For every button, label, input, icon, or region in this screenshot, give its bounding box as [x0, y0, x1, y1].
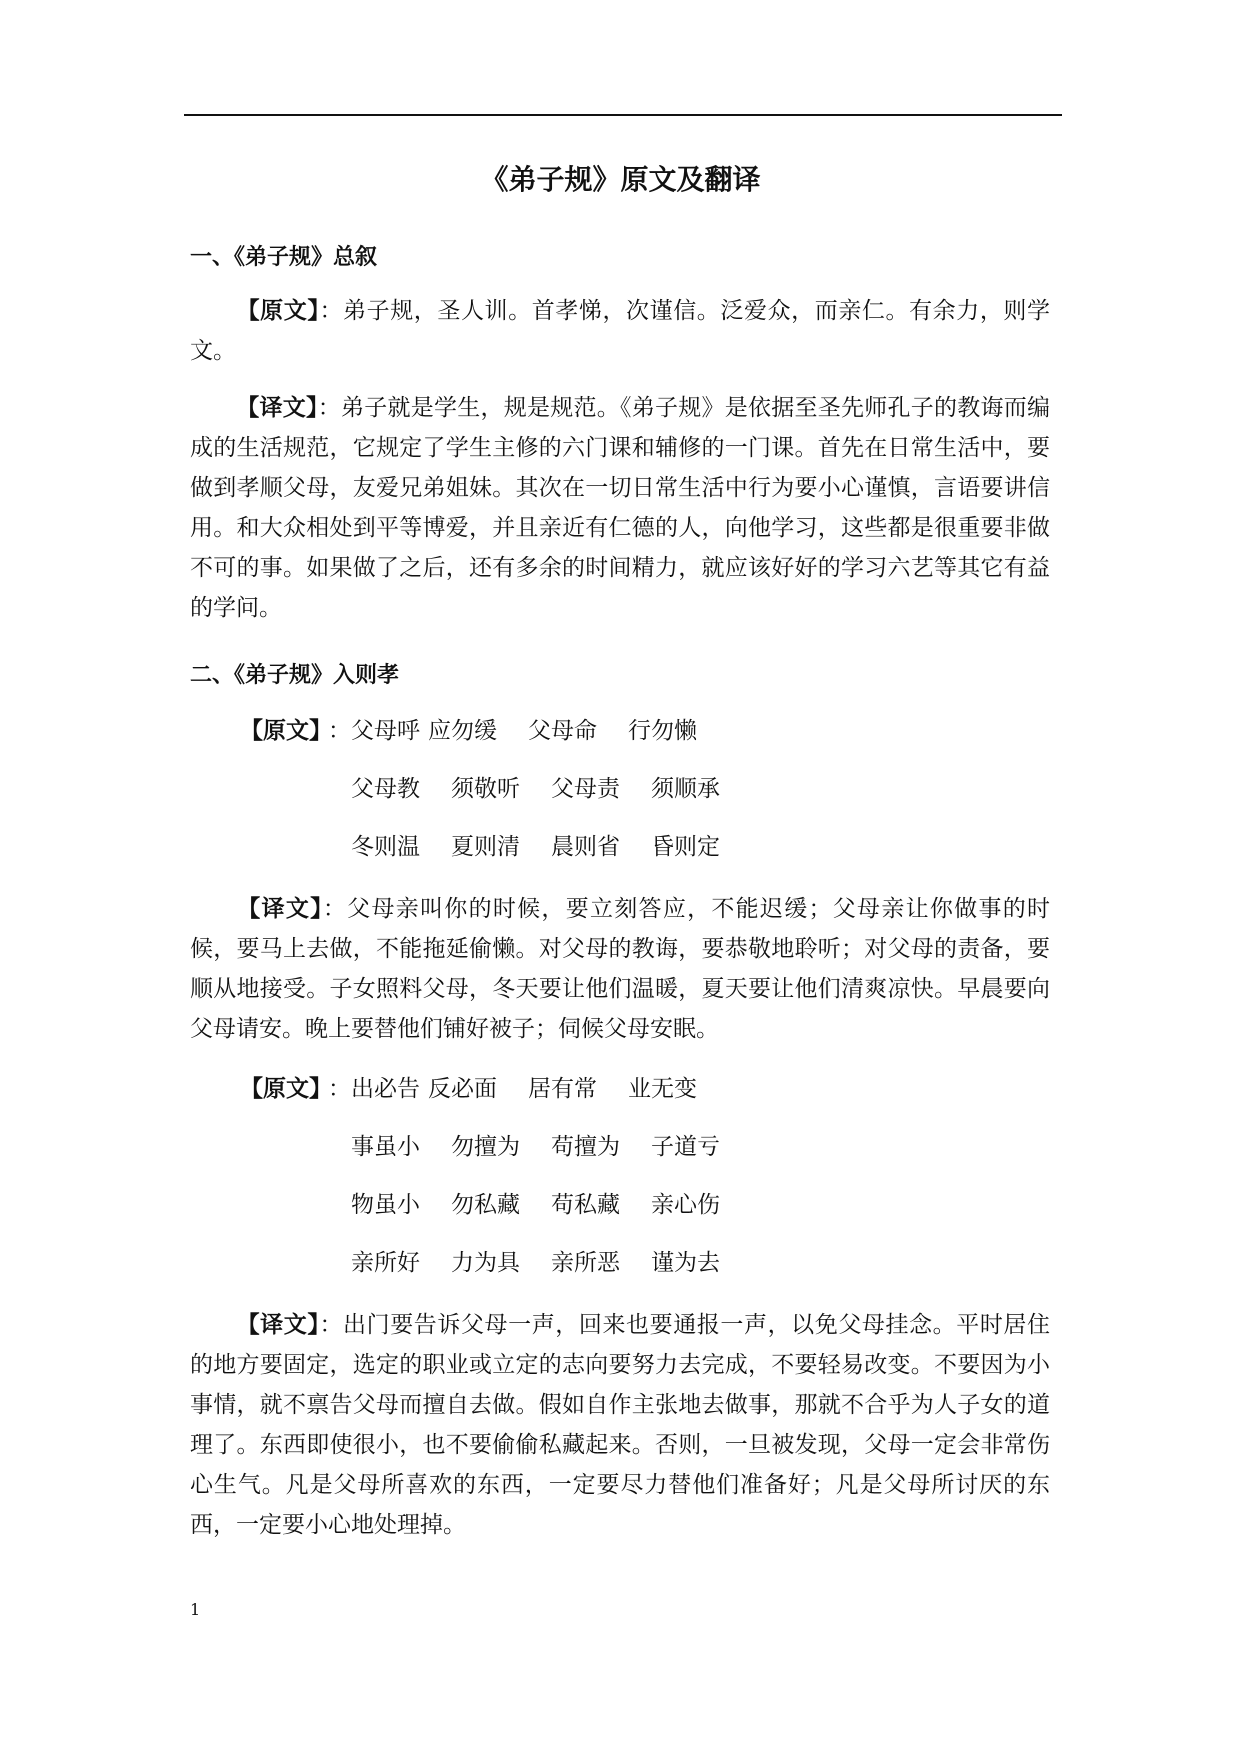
verse-phrase: 应勿缓 — [428, 718, 497, 744]
section-heading-2: 二、《弟子规》入则孝 — [190, 663, 400, 688]
header-rule — [184, 114, 1062, 116]
verse-line — [328, 1069, 728, 1109]
translation-text: ：父母亲叫你的时候，要立刻答应，不能迟缓；父母亲让你做事的时候，要马上去做，不能拖延偷懒。对父母的教诲，要恭敬地聆听；对父母的责备，要顺从地接受。子女照料父母，冬天要让他们温暖，夏天要让他们清爽凉快。早晨要向父母请安。晚上要替他们铺好被子；伺候父母安眠。 — [190, 896, 1051, 1042]
verse-phrase: 父母责 — [551, 776, 620, 802]
verse-phrase: 晨则省 — [551, 834, 620, 860]
verse-phrase: 居有常 — [528, 1076, 597, 1102]
verse-phrase: ：父母呼 — [328, 718, 420, 744]
verse-line — [351, 1185, 751, 1225]
original-text: ：弟子规，圣人训。首孝悌，次谨信。泛爱众，而亲仁。有余力，则学文。 — [190, 298, 1051, 364]
verse-phrase: 行勿懒 — [628, 718, 697, 744]
verse-1-tag: 【原文】 — [240, 718, 332, 744]
verse-phrase: 勿私藏 — [451, 1192, 520, 1218]
verse-phrase: 反必面 — [428, 1076, 497, 1102]
page-title: 《弟子规》原文及翻译 — [480, 163, 761, 196]
verse-line — [351, 769, 751, 809]
verse-phrase: 苟私藏 — [551, 1192, 620, 1218]
section-2-translation-1 — [190, 889, 1050, 1049]
translation-tag: 【译文】 — [236, 896, 323, 922]
verse-2-tag: 【原文】 — [240, 1076, 332, 1102]
verse-phrase: 力为具 — [451, 1250, 520, 1276]
verse-phrase: 昏则定 — [651, 834, 720, 860]
verse-phrase: 亲所恶 — [551, 1250, 620, 1276]
verse-phrase: 苟擅为 — [551, 1134, 620, 1160]
verse-line — [351, 827, 751, 867]
section-1-translation — [190, 388, 1050, 628]
verse-phrase: ：出必告 — [328, 1076, 420, 1102]
verse-phrase: 父母命 — [528, 718, 597, 744]
section-2-translation-2 — [190, 1305, 1050, 1545]
section-heading-1: 一、《弟子规》总叙 — [190, 245, 378, 270]
page-number: 1 — [190, 1600, 201, 1619]
translation-text: ：弟子就是学生，规是规范。《弟子规》是依据至圣先师孔子的教诲而编成的生活规范，它规定了学生主修的六门课和辅修的一门课。首先在日常生活中，要做到孝顺父母，友爱兄弟姐妹。其次在一切日常生活中行为要小心谨慎，言语要讲信用。和大众相处到平等博爱，并且亲近有仁德的人，向他学习，这些都是很重要非做不可的事。如果做了之后，还有多余的时间精力，就应该好好的学习六艺等其它有益的学问。 — [190, 395, 1050, 621]
verse-line — [351, 1243, 751, 1283]
translation-tag: 【译文】 — [236, 395, 318, 421]
verse-phrase: 物虽小 — [351, 1192, 420, 1218]
verse-phrase: 须顺承 — [651, 776, 720, 802]
verse-phrase: 冬则温 — [351, 834, 420, 860]
verse-phrase: 事虽小 — [351, 1134, 420, 1160]
verse-phrase: 子道亏 — [651, 1134, 720, 1160]
translation-tag: 【译文】 — [236, 1312, 320, 1338]
verse-phrase: 谨为去 — [651, 1250, 720, 1276]
verse-phrase: 业无变 — [628, 1076, 697, 1102]
verse-phrase: 夏则清 — [451, 834, 520, 860]
verse-line — [351, 1127, 751, 1167]
original-tag: 【原文】 — [236, 298, 320, 324]
verse-line — [328, 711, 728, 751]
section-1-original — [190, 291, 1050, 371]
verse-phrase: 须敬听 — [451, 776, 520, 802]
verse-phrase: 亲所好 — [351, 1250, 420, 1276]
verse-phrase: 亲心伤 — [651, 1192, 720, 1218]
verse-phrase: 勿擅为 — [451, 1134, 520, 1160]
verse-phrase: 父母教 — [351, 776, 420, 802]
translation-text: ：出门要告诉父母一声，回来也要通报一声，以免父母挂念。平时居住的地方要固定，选定的职业或立定的志向要努力去完成，不要轻易改变。不要因为小事情，就不禀告父母而擅自去做。假如自作主张地去做事，那就不合乎为人子女的道理了。东西即使很小，也不要偷偷私藏起来。否则，一旦被发现，父母一定会非常伤心生气。凡是父母所喜欢的东西，一定要尽力替他们准备好；凡是父母所讨厌的东西，一定要小心地处理掉。 — [190, 1312, 1051, 1538]
